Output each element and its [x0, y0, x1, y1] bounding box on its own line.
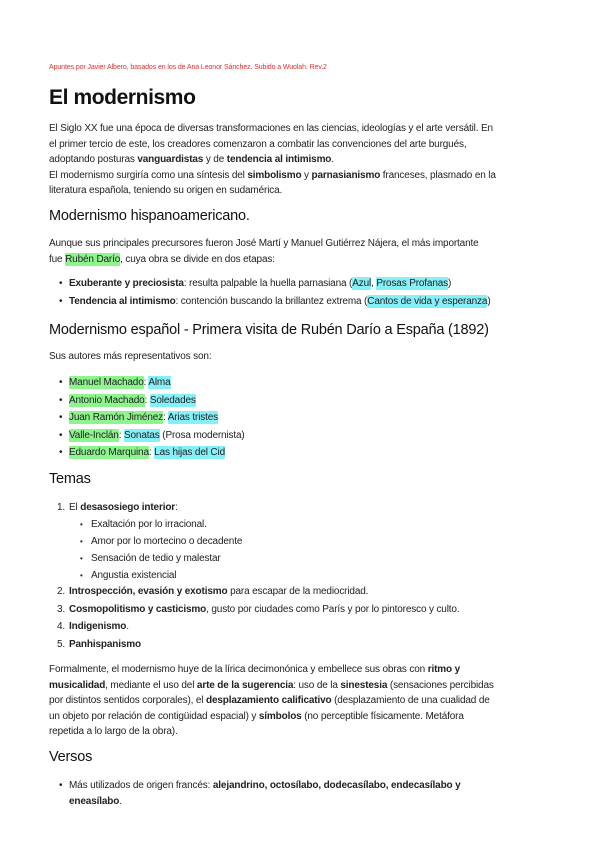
highlight-author: Juan Ramón Jiménez — [69, 412, 164, 423]
page-title: El modernismo — [49, 86, 196, 109]
intro-bold: vanguardistas — [137, 154, 204, 165]
intro-line: El Siglo XX fue una época de diversas transformaciones en las ciencias, ideologías y el arte versátil. En — [49, 123, 493, 134]
item-text: Más utilizados de origen francés: — [69, 780, 213, 791]
paragraph-line: Aunque sus principales precursores fueron José Martí y Manuel Gutiérrez Nájera, el más importante — [49, 238, 479, 249]
item-text: ) — [448, 278, 452, 289]
list-number: 3. — [57, 603, 66, 615]
intro-text: y — [301, 169, 312, 181]
dario-stages-list — [49, 275, 549, 310]
highlight-work: Azul — [352, 278, 372, 289]
item-text: . — [126, 621, 129, 632]
sublist-item: • Amor por lo mortecino o decadente — [49, 533, 549, 550]
paragraph-text: por distintos sentidos corporales), el — [49, 695, 207, 706]
item-text: El — [69, 502, 81, 513]
hispano-paragraph — [49, 236, 549, 267]
paragraph-text: (desplazamiento de una cualidad de — [331, 695, 490, 706]
highlight-author: Eduardo Marquina — [69, 447, 149, 458]
verses-list — [49, 778, 549, 809]
paragraph-bold: ritmo y — [427, 664, 460, 675]
item-bold: Exuberante y preciosista — [69, 278, 184, 289]
paragraph-bold: arte de la sugerencia — [196, 679, 294, 691]
intro-bold: simbolismo — [247, 169, 302, 181]
highlight-work: Sonatas — [123, 429, 160, 441]
list-item — [49, 636, 549, 654]
themes-list-continued — [49, 583, 549, 653]
section-heading-hispano: Modernismo hispanoamericano. — [49, 208, 250, 224]
paragraph-bold: símbolos — [258, 710, 302, 722]
list-item — [49, 583, 549, 601]
intro-text: y de — [203, 154, 227, 165]
list-item — [49, 275, 549, 293]
section-heading-temas: Temas — [49, 471, 91, 487]
item-text: : resulta palpable la huella parnasiana ( — [183, 278, 353, 289]
paragraph-text: (no perceptible físicamente. Metáfora — [301, 710, 464, 722]
intro-bold: tendencia al intimismo — [226, 154, 332, 165]
item-bold: Panhispanismo — [69, 638, 141, 650]
paragraph-bold: musicalidad — [49, 679, 106, 691]
section-heading-espanol: Modernismo español - Primera visita de Rubén Darío a España (1892) — [49, 322, 489, 338]
list-number: 4. — [57, 621, 66, 632]
highlight-author: Antonio Machado — [69, 394, 145, 406]
highlight-author: Rubén Darío — [65, 253, 121, 265]
highlight-work: Cantos de vida y esperanza — [367, 295, 488, 307]
list-item — [49, 601, 549, 619]
authors-intro: Sus autores más representativos son: — [49, 351, 212, 362]
item-text: : — [148, 447, 155, 458]
highlight-work: Arias tristes — [167, 412, 219, 423]
paragraph-text: (sensaciones percibidas — [387, 679, 494, 691]
item-text: , — [371, 278, 377, 289]
intro-text: El modernismo surgiría como una síntesis del — [49, 169, 248, 181]
item-text: . — [119, 795, 122, 807]
list-item — [49, 499, 549, 517]
item-bold: Cosmopolitismo y casticismo — [69, 603, 207, 615]
intro-line: el primer tercio de este, los creadores comenzaron a combatir las convenciones del arte burgués, — [49, 138, 467, 150]
intro-bold: parnasianismo — [311, 169, 381, 181]
item-bold: desasosiego interior — [80, 502, 176, 513]
list-number: 1. — [57, 502, 66, 513]
list-item — [49, 409, 549, 427]
item-bold: eneasílabo — [69, 795, 120, 807]
item-text: , gusto por ciudades como París y por lo pintoresco y culto. — [206, 603, 460, 615]
item-bold: Tendencia al intimismo — [69, 295, 176, 307]
item-text: ) — [487, 295, 491, 307]
item-text: : contención buscando la brillantez extrema ( — [175, 295, 368, 307]
paragraph-bold: desplazamiento calificativo — [206, 695, 332, 706]
sublist-item: • Sensación de tedio y malestar — [49, 550, 549, 567]
list-item — [49, 293, 549, 311]
item-bold: Introspección, evasión y exotismo — [69, 586, 228, 597]
item-text: : — [175, 502, 178, 513]
highlight-work: Soledades — [149, 394, 196, 406]
themes-sublist — [49, 516, 549, 584]
list-item — [49, 618, 549, 636]
highlight-work: Prosas Profanas — [376, 278, 449, 289]
list-number: 2. — [57, 586, 66, 597]
paragraph-text: fue — [49, 253, 66, 265]
themes-list — [49, 499, 549, 517]
list-number: 5. — [57, 638, 66, 650]
intro-text: adoptando posturas — [49, 154, 138, 165]
item-text: : — [163, 412, 168, 423]
item-text: (Prosa modernista) — [159, 429, 245, 441]
paragraph-text: , mediante el uso del — [105, 679, 197, 691]
highlight-work: Las hijas del Cid — [154, 447, 225, 458]
credit-line: Apuntes por Javier Albero, basados en los de Ana Leonor Sánchez. Subido a Wuolah. Rev.2 — [49, 64, 327, 71]
intro-paragraph — [49, 121, 549, 199]
intro-text: franceses, plasmado en la — [380, 169, 496, 181]
item-bold: Indigenismo — [69, 621, 127, 632]
paragraph-text: un objeto por relación de contigüidad espacial) y — [49, 710, 259, 722]
paragraph-text: , cuya obra se divide en dos etapas: — [120, 253, 275, 265]
list-item — [49, 374, 549, 392]
list-item — [49, 444, 549, 462]
sublist-item: • Exaltación por lo irracional. — [49, 516, 549, 533]
item-bold: alejandrino, octosílabo, dodecasílabo, endecasílabo y — [212, 780, 461, 791]
intro-text: . — [331, 154, 334, 165]
intro-line: literatura española, teniendo su origen en sudamérica. — [49, 185, 283, 196]
item-text: para escapar de la mediocridad. — [227, 586, 369, 597]
list-item — [49, 778, 549, 809]
highlight-author: Manuel Machado — [69, 377, 144, 388]
item-text: : — [144, 394, 150, 406]
section-heading-versos: Versos — [49, 749, 93, 765]
paragraph-text: : uso de la — [293, 679, 341, 691]
form-paragraph — [49, 662, 549, 740]
paragraph-line: repetida a lo largo de la obra). — [49, 726, 178, 737]
authors-list — [49, 374, 549, 462]
paragraph-text: Formalmente, el modernismo huye de la lírica decimonónica y embellece sus obras con — [49, 664, 428, 675]
highlight-work: Alma — [148, 377, 171, 388]
sublist-item: • Angustia existencial — [49, 567, 549, 584]
item-text: : — [118, 429, 124, 441]
list-item — [49, 427, 549, 445]
paragraph-bold: sinestesia — [340, 679, 388, 691]
item-text: : — [143, 377, 149, 388]
list-item — [49, 392, 549, 410]
highlight-author: Valle-Inclán — [69, 429, 119, 441]
